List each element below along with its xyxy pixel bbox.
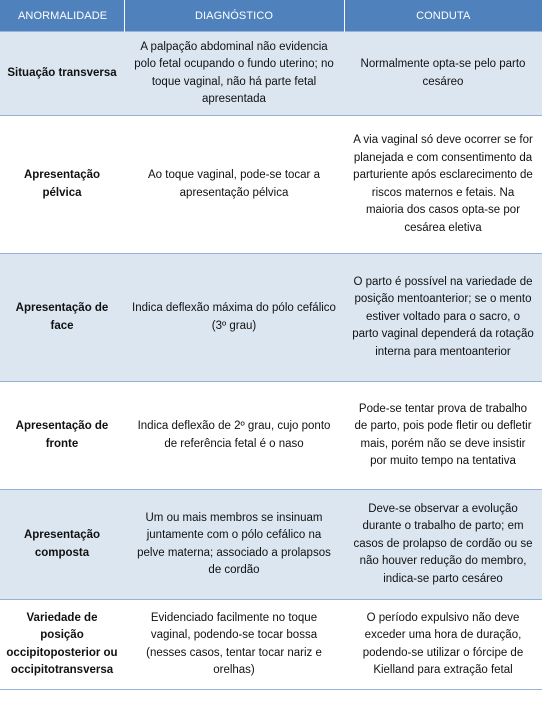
table-row: [0, 116, 542, 254]
table-row: [0, 254, 542, 382]
row-conduta: O parto é possível na variedade de posição mentoanterior; se o mento estiver voltado para o sacro, o parto vaginal dependerá da rotação interna para mentoanterior: [344, 254, 542, 382]
row-name: Apresentação pélvica: [0, 116, 124, 254]
table-row: [0, 382, 542, 490]
row-conduta: Pode-se tentar prova de trabalho de parto, pois pode fletir ou defletir mais, porém não se deve insistir por muito tempo na tentativa: [344, 382, 542, 490]
row-name: Situação transversa: [0, 32, 124, 116]
table-row: [0, 32, 542, 116]
row-name: Variedade de posição occipitoposterior ou occipitotransversa: [0, 600, 124, 690]
row-name: Apresentação composta: [0, 490, 124, 600]
header-conduta: CONDUTA: [344, 0, 542, 32]
row-diagnostico: Um ou mais membros se insinuam juntamente com o pólo cefálico na pelve materna; associado a prolapsos de cordão: [124, 490, 344, 600]
table-header-row: [0, 0, 542, 32]
row-diagnostico: Evidenciado facilmente no toque vaginal, podendo-se tocar bossa (nesses casos, tentar tocar nariz e orelhas): [124, 600, 344, 690]
row-conduta: Deve-se observar a evolução durante o trabalho de parto; em casos de prolapso de cordão ou se não houver redução do membro, indica-se parto cesáreo: [344, 490, 542, 600]
row-name: Apresentação de fronte: [0, 382, 124, 490]
row-diagnostico: A palpação abdominal não evidencia polo fetal ocupando o fundo uterino; no toque vaginal, não há parte fetal apresentada: [124, 32, 344, 116]
table-row: [0, 490, 542, 600]
row-diagnostico: Indica deflexão de 2º grau, cujo ponto de referência fetal é o naso: [124, 382, 344, 490]
row-conduta: Normalmente opta-se pelo parto cesáreo: [344, 32, 542, 116]
table-row: [0, 600, 542, 690]
row-diagnostico: Indica deflexão máxima do pólo cefálico (3º grau): [124, 254, 344, 382]
row-conduta: O período expulsivo não deve exceder uma hora de duração, podendo-se utilizar o fórcipe de Kielland para extração fetal: [344, 600, 542, 690]
header-anormalidade: ANORMALIDADE: [0, 0, 124, 32]
header-diagnostico: DIAGNÓSTICO: [124, 0, 344, 32]
row-name: Apresentação de face: [0, 254, 124, 382]
row-diagnostico: Ao toque vaginal, pode-se tocar a apresentação pélvica: [124, 116, 344, 254]
row-conduta: A via vaginal só deve ocorrer se for planejada e com consentimento da parturiente após esclarecimento de riscos maternos e fetais. Na maioria dos casos opta-se por cesárea eletiva: [344, 116, 542, 254]
